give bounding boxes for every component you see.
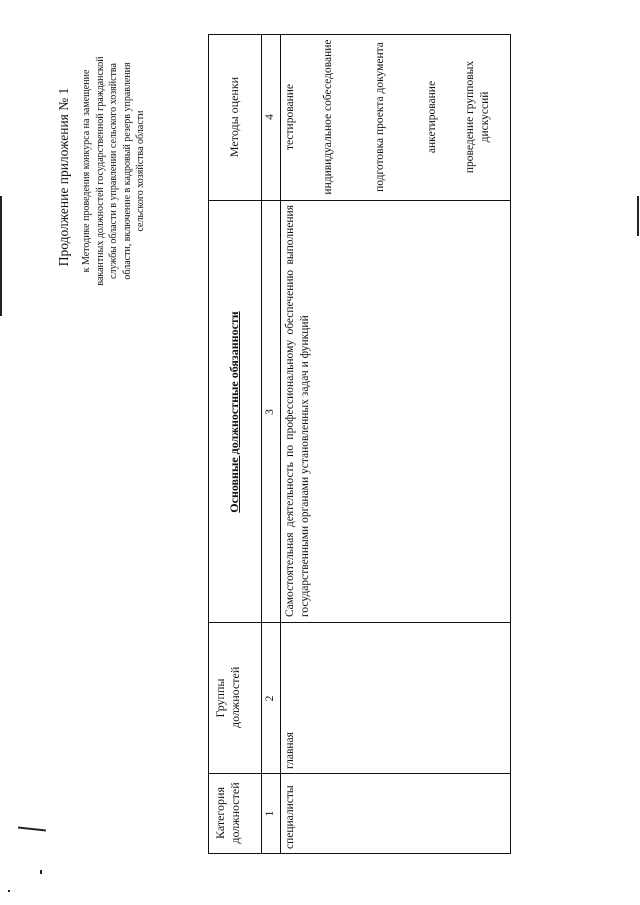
appendix-heading: Продолжение приложения № 1	[56, 87, 71, 267]
scan-mark-scribble	[18, 827, 46, 831]
header-duties: Основные должностные обязанности	[227, 311, 241, 513]
caption-line: области, включение в кадровый резерв управления	[121, 62, 133, 280]
scan-mark-right	[637, 196, 639, 236]
caption-line: службы области в управлении сельского хозяйства	[108, 63, 119, 279]
table-rule	[209, 622, 510, 623]
column-number: 3	[264, 409, 276, 415]
table-rule	[209, 773, 510, 774]
caption-line: вакантных должностей государственной гражданской	[94, 56, 106, 286]
method-item: тестирование	[284, 84, 296, 150]
method-item: подготовка проекта документа	[374, 42, 386, 192]
cell-duties: Самостоятельная деятельность по профессиональному обеспечению выполнения государственными органами установленных задач и функций	[284, 205, 311, 617]
method-item: анкетирование	[426, 80, 438, 154]
cell-group: главная	[284, 732, 296, 769]
caption-line: сельского хозяйства области	[135, 110, 146, 232]
method-item: проведение групповых дискуссий	[464, 60, 491, 174]
cell-category: специалисты	[284, 785, 296, 849]
column-number: 1	[264, 810, 276, 817]
duties-table	[208, 34, 511, 854]
method-item: индивидуальное собеседование	[322, 39, 334, 195]
caption-line: к Методике проведения конкурса на замещение	[81, 69, 92, 273]
scan-mark-dot	[8, 890, 10, 892]
table-rule	[209, 200, 510, 201]
header-group: Группы должностей	[213, 666, 242, 728]
table-rule	[261, 35, 262, 853]
appendix-caption	[80, 46, 148, 296]
cell-methods	[283, 37, 493, 197]
scan-mark-left	[0, 196, 2, 316]
table-rule	[280, 35, 281, 853]
column-number: 2	[264, 695, 276, 702]
header-methods: Методы оценки	[227, 76, 241, 158]
header-category: Категория должностей	[213, 782, 242, 844]
column-number: 4	[264, 114, 276, 120]
scan-mark-dot	[40, 870, 42, 874]
